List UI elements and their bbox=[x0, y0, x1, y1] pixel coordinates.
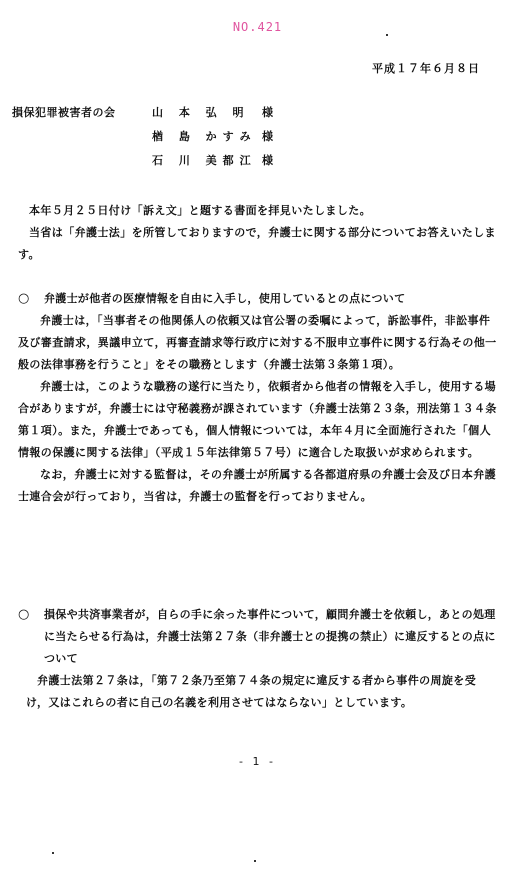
recipients-block bbox=[12, 104, 312, 176]
scan-speck bbox=[52, 852, 54, 854]
section-heading-text: 弁護士が他者の医療情報を自由に入手し，使用しているとの点について bbox=[44, 292, 406, 305]
recipient-name: 山 本 弘 明 bbox=[152, 106, 250, 119]
recipient-line bbox=[12, 152, 312, 176]
recipient-line bbox=[12, 104, 312, 128]
section-paragraph: なお，弁護士に対する監督は，その弁護士が所属する各都道府県の弁護士会及び日本弁護士連合会が行っており，当省は，弁護士の監督を行っておりません。 bbox=[18, 468, 496, 503]
section-paragraph: 弁護士法第２７条は，「第７２条乃至第７４条の規定に違反する者から事件の周旋を受け，又はこれらの者に自己の名義を利用させてはならない」としています。 bbox=[26, 674, 477, 709]
intro-paragraph: 当省は「弁護士法」を所管しておりますので，弁護士に関する部分についてお答えいたします。 bbox=[18, 226, 496, 261]
section-heading-text: 損保や共済事業者が，自らの手に余った事件について，顧問弁護士を依頼し，あとの処理に当たらせる行為は，弁護士法第２７条（非弁護士との提携の禁止）に違反するとの点について bbox=[44, 608, 496, 665]
section-heading bbox=[18, 604, 498, 670]
section-body bbox=[18, 310, 498, 508]
intro-paragraph: 本年５月２５日付け「訴え文」と題する書面を拝見いたしました。 bbox=[29, 204, 371, 217]
scan-speck bbox=[254, 860, 256, 862]
section-paragraph: 弁護士は，「当事者その他関係人の依頼又は官公署の委嘱によって，訴訟事件，非訟事件及び審査請求，異議申立て，再審査請求等行政庁に対する不服申立事件に関する行為その他一般の法律事務を行うこと」をその職務とします（弁護士法第３条第１項）。 bbox=[18, 314, 497, 371]
section-body bbox=[18, 670, 498, 714]
section-medical-information bbox=[18, 288, 498, 508]
circle-bullet-icon: ○ bbox=[18, 291, 30, 306]
document-number: NO.421 bbox=[232, 20, 283, 34]
recipient-honorific: 様 bbox=[262, 130, 273, 143]
recipient-organization: 損保犯罪被害者の会 bbox=[12, 106, 116, 119]
recipient-name: 楢 島 かすみ bbox=[152, 130, 257, 143]
page-number: - 1 - bbox=[239, 755, 276, 768]
intro-text bbox=[18, 200, 496, 266]
recipient-name: 石 川 美都江 bbox=[152, 154, 257, 167]
scan-speck bbox=[386, 34, 388, 36]
document-date: 平成１７年６月８日 bbox=[372, 62, 480, 75]
recipient-honorific: 様 bbox=[262, 154, 273, 167]
section-paragraph: 弁護士は，このような職務の遂行に当たり，依頼者から他者の情報を入手し，使用する場合がありますが，弁護士には守秘義務が課されています（弁護士法第２３条，刑法第１３４条第１項）。また，弁護士であっても，個人情報については，本年４月に全面施行された「個人情報の保護に関する法律」（平成１５年法律第５７号）に適合した取扱いが求められます。 bbox=[18, 380, 497, 459]
recipient-line bbox=[12, 128, 312, 152]
circle-bullet-icon: ○ bbox=[18, 607, 30, 622]
recipient-honorific: 様 bbox=[262, 106, 273, 119]
section-heading bbox=[18, 288, 498, 310]
section-attorney-tieup bbox=[18, 604, 498, 714]
